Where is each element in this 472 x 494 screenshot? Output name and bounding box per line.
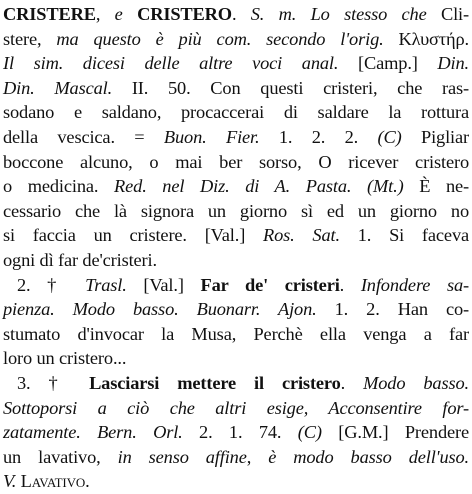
text-run: della vescica. = xyxy=(3,126,164,147)
text-run: ogni dì far de'cristeri. xyxy=(3,249,157,270)
text-run: stumato d'invocar la Musa, Perchè ella venga a far xyxy=(3,323,469,344)
text-run: Far de' cristeri xyxy=(200,274,340,295)
text-run: Trasl. xyxy=(85,274,127,295)
text-run: 2. 1. 74. xyxy=(182,422,298,443)
text-run: sodano e saldano, procaccerai di saldare la rottura xyxy=(3,102,469,123)
text-run: boccone alcuno, o mai ber sorso, O ricever cristero xyxy=(3,151,469,172)
text-line xyxy=(3,223,469,248)
text-run: o medicina. xyxy=(3,176,115,197)
text-line xyxy=(3,125,469,150)
text-line xyxy=(3,297,469,322)
text-line xyxy=(3,27,469,52)
text-run: Cli- xyxy=(426,4,469,24)
text-run: Buon. Fier. xyxy=(163,126,260,147)
text-line xyxy=(3,371,469,396)
text-line xyxy=(3,2,469,27)
text-run: si faccia un cristere. [Val.] xyxy=(3,225,263,246)
text-line xyxy=(3,273,469,298)
text-run: Lo stesso che xyxy=(310,4,427,24)
text-run: Il sim. dicesi delle altre voci anal. xyxy=(3,53,339,74)
text-run: è modo basso dell'uso. xyxy=(268,446,469,467)
text-run: 1. 2. 2. xyxy=(259,126,378,147)
text-run: Sottoporsi a ciò che altri esige, Acconsentire for- xyxy=(3,397,469,418)
text-run: CRISTERE xyxy=(3,4,96,24)
text-run: II. 50. Con questi cristeri, che ras- xyxy=(112,77,469,98)
text-run: S. m. xyxy=(250,4,297,24)
text-line xyxy=(3,346,469,371)
dictionary-entry xyxy=(3,2,469,494)
text-line xyxy=(3,51,469,76)
text-run: Κλυστήρ. xyxy=(383,28,469,49)
text-run: (C) xyxy=(297,422,322,443)
text-run: [Val.] xyxy=(126,274,201,295)
text-line xyxy=(3,248,469,273)
text-run: [Camp.] xyxy=(338,53,438,74)
entry-text xyxy=(3,2,469,494)
text-run: 3. † xyxy=(17,372,90,393)
text-run: pienza. Modo basso. Buonarr. Ajon. xyxy=(3,299,317,320)
text-run: , xyxy=(246,446,269,467)
text-line xyxy=(3,150,469,175)
text-run: Modo basso. xyxy=(363,372,469,393)
text-run: Din. xyxy=(437,53,469,74)
text-run: , xyxy=(95,4,115,24)
text-run xyxy=(296,4,310,24)
text-run: Lavativo xyxy=(20,471,86,492)
text-run: zatamente. Bern. Orl. xyxy=(3,422,183,443)
text-line xyxy=(3,100,469,125)
text-run: Ros. Sat. xyxy=(263,225,340,246)
text-run: 1. Si faceva xyxy=(339,225,470,246)
text-run: loro un cristero... xyxy=(3,348,127,369)
text-line xyxy=(3,322,469,347)
text-run: CRISTERO xyxy=(137,4,232,24)
text-run: in senso affine xyxy=(117,446,247,467)
text-run: È ne- xyxy=(403,176,470,197)
text-run: [G.M.] Prendere xyxy=(321,422,470,443)
text-run: Red. nel Diz. di A. Pasta. xyxy=(114,176,352,197)
text-line xyxy=(3,420,469,445)
text-run: 2. † xyxy=(17,274,86,295)
text-run: Pigliar xyxy=(401,126,469,147)
text-line xyxy=(3,76,469,101)
text-run: Infondere sa- xyxy=(360,274,469,295)
text-line xyxy=(3,445,469,470)
text-run: . xyxy=(85,471,90,492)
text-run: (C) xyxy=(377,126,402,147)
text-run: (Mt.) xyxy=(367,176,404,197)
text-run: cessario che là signora un giorno sì ed un giorno no xyxy=(3,200,469,221)
text-run xyxy=(123,4,137,24)
text-run: Lasciarsi mettere il cristero xyxy=(89,372,341,393)
text-line xyxy=(3,174,469,199)
text-run: ma questo è più com. secondo l'orig. xyxy=(56,28,384,49)
text-run: 1. 2. Han co- xyxy=(316,299,469,320)
text-run: . xyxy=(340,372,364,393)
text-run: un lavativo, xyxy=(3,446,118,467)
text-run: . xyxy=(231,4,251,24)
text-run: stere, xyxy=(3,28,57,49)
text-run: Din. Mascal. xyxy=(3,77,113,98)
text-run: . xyxy=(339,274,361,295)
text-run xyxy=(351,176,367,196)
text-line xyxy=(3,469,469,494)
text-line xyxy=(3,199,469,224)
text-line xyxy=(3,396,469,421)
text-run: e xyxy=(114,4,123,24)
text-run: V. xyxy=(3,471,17,492)
